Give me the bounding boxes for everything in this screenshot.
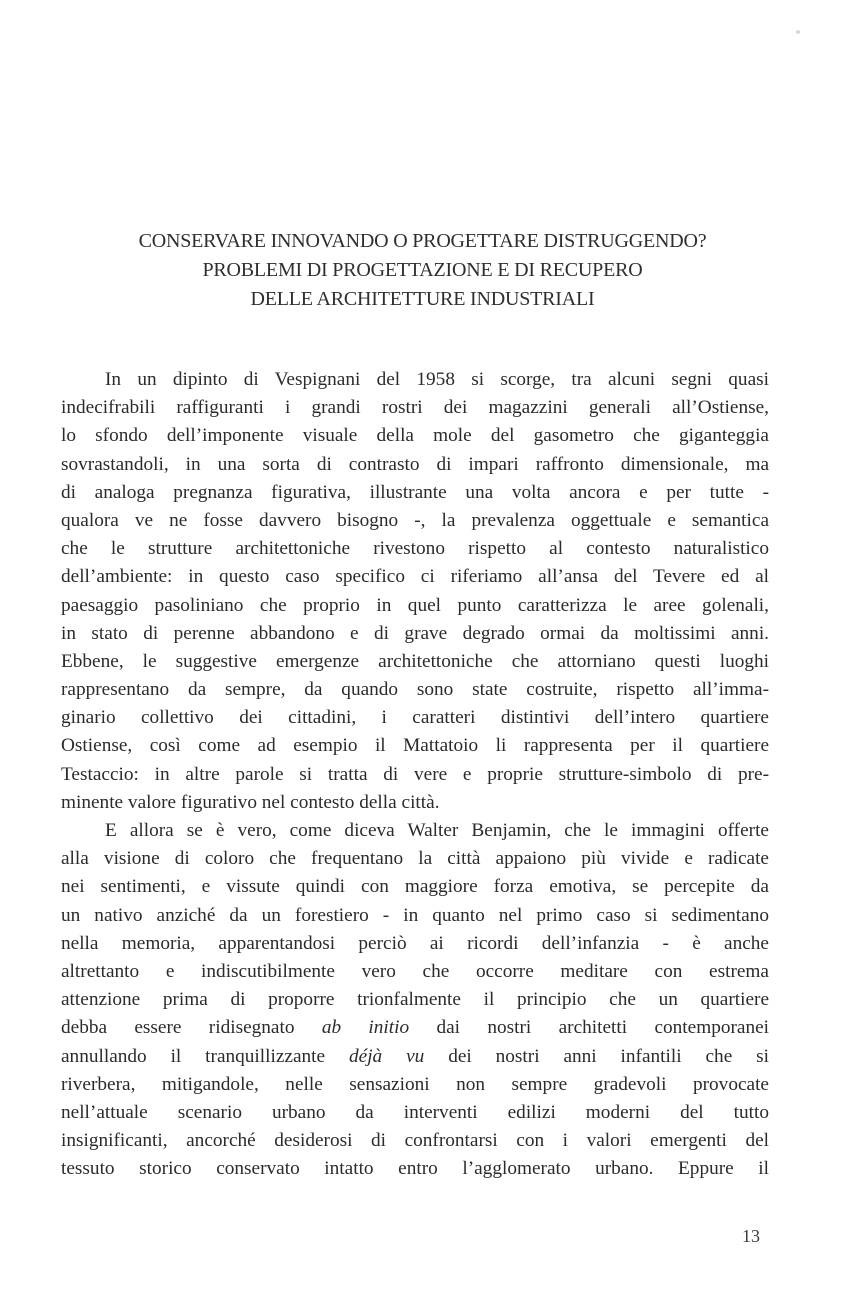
text-line: insignificanti, ancorché desiderosi di confrontarsi con i valori emergenti del bbox=[61, 1130, 769, 1152]
text-line bbox=[61, 1014, 769, 1042]
page-number: 13 bbox=[742, 1226, 760, 1246]
text-line bbox=[61, 1043, 769, 1071]
text-segment: dei nostri anni infantili che si bbox=[424, 1045, 770, 1067]
text-segment: debba essere ridisegnato bbox=[61, 1017, 322, 1039]
text-line: altrettanto e indiscutibilmente vero che occorre meditare con estrema bbox=[61, 960, 769, 982]
text-line: qualora ve ne fosse davvero bisogno -, la prevalenza oggettuale e semantica bbox=[61, 509, 769, 531]
title-line-3: DELLE ARCHITETTURE INDUSTRIALI bbox=[250, 288, 595, 310]
title-line-2: PROBLEMI DI PROGETTAZIONE E DI RECUPERO bbox=[202, 259, 643, 281]
text-line: nell’attuale scenario urbano da interventi edilizi moderni del tutto bbox=[61, 1101, 769, 1123]
text-segment: annullando il tranquillizzante bbox=[61, 1045, 349, 1067]
text-line: lo sfondo dell’imponente visuale della mole del gasometro che giganteggia bbox=[61, 425, 769, 447]
chapter-title bbox=[40, 227, 805, 314]
text-line: minente valore figurativo nel contesto della città. bbox=[61, 791, 440, 813]
paragraph-2 bbox=[61, 817, 769, 1183]
italic-phrase: déjà vu bbox=[349, 1045, 425, 1067]
text-line: Ostiense, così come ad esempio il Mattatoio li rappresenta per il quartiere bbox=[61, 735, 769, 757]
body-text bbox=[61, 366, 769, 1183]
text-line: dell’ambiente: in questo caso specifico ci riferiamo all’ansa del Tevere ed al bbox=[61, 566, 769, 588]
text-line: sovrastandoli, in una sorta di contrasto di impari raffronto dimensionale, ma bbox=[61, 453, 769, 475]
paper-speck bbox=[796, 30, 800, 34]
text-line: In un dipinto di Vespignani del 1958 si scorge, tra alcuni segni quasi bbox=[105, 369, 769, 390]
text-line: rappresentano da sempre, da quando sono state costruite, rispetto all’imma- bbox=[61, 679, 769, 701]
text-line: attenzione prima di proporre trionfalmente il principio che un quartiere bbox=[61, 989, 769, 1011]
text-line: in stato di perenne abbandono e di grave degrado ormai da moltissimi anni. bbox=[61, 622, 769, 644]
text-line: alla visione di coloro che frequentano la città appaiono più vivide e radicate bbox=[61, 848, 769, 870]
title-line-1: CONSERVARE INNOVANDO O PROGETTARE DISTRUGGENDO? bbox=[138, 230, 707, 252]
text-line: Ebbene, le suggestive emergenze architettoniche che attorniano questi luoghi bbox=[61, 650, 769, 672]
text-line: nella memoria, apparentandosi perciò ai ricordi dell’infanzia - è anche bbox=[61, 932, 769, 954]
text-line: indecifrabili raffiguranti i grandi rostri dei magazzini generali all’Ostiense, bbox=[61, 397, 769, 419]
text-line: un nativo anziché da un forestiero - in quanto nel primo caso si sedimentano bbox=[61, 904, 769, 926]
text-line: paesaggio pasoliniano che proprio in quel punto caratterizza le aree golenali, bbox=[61, 594, 769, 616]
text-line: di analoga pregnanza figurativa, illustrante una volta ancora e per tutte - bbox=[61, 481, 769, 503]
text-line: che le strutture architettoniche rivestono rispetto al contesto naturalistico bbox=[61, 538, 769, 560]
italic-phrase: ab initio bbox=[321, 1017, 410, 1039]
text-line: ginario collettivo dei cittadini, i caratteri distintivi dell’intero quartiere bbox=[61, 707, 769, 729]
paragraph-1 bbox=[61, 366, 769, 817]
text-line: riverbera, mitigandole, nelle sensazioni non sempre gradevoli provocate bbox=[61, 1073, 769, 1095]
text-line: E allora se è vero, come diceva Walter Benjamin, che le immagini offerte bbox=[105, 820, 769, 841]
text-line: Testaccio: in altre parole si tratta di vere e proprie strutture-simbolo di pre- bbox=[61, 763, 769, 785]
text-line: nei sentimenti, e vissute quindi con maggiore forza emotiva, se percepite da bbox=[61, 876, 769, 898]
text-segment: dai nostri architetti contemporanei bbox=[409, 1017, 770, 1039]
text-line: tessuto storico conservato intatto entro l’agglomerato urbano. Eppure il bbox=[61, 1158, 769, 1180]
